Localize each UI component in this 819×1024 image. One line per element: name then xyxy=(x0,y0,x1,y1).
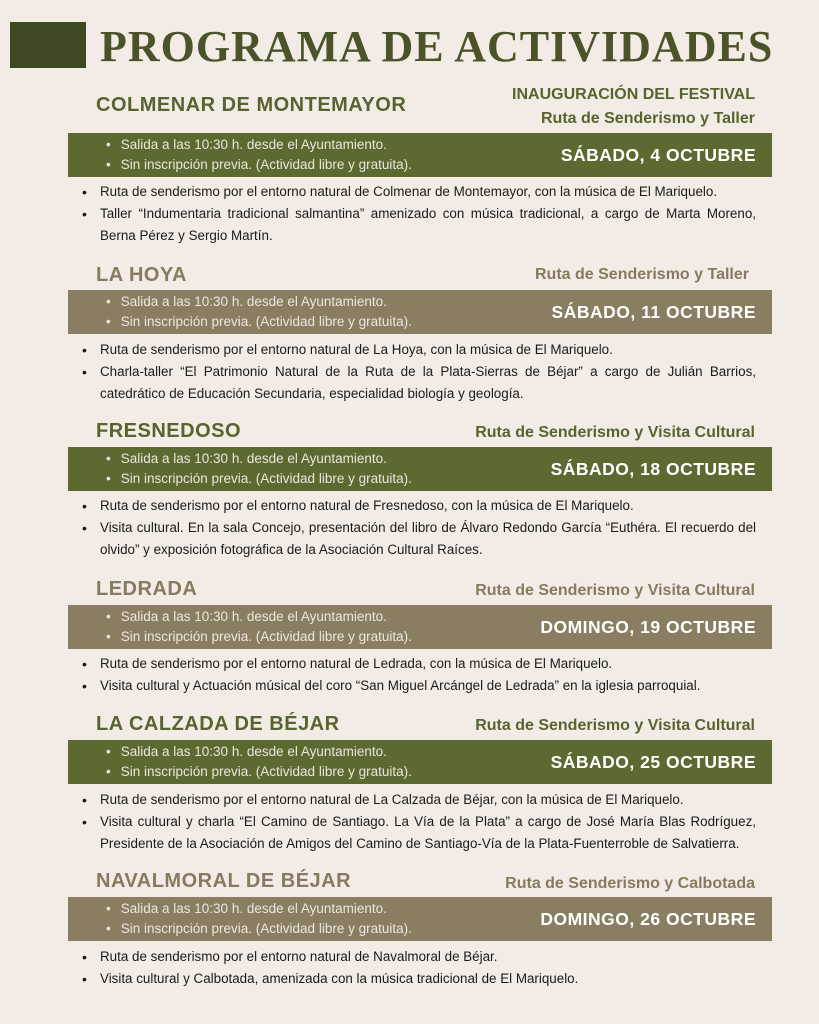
event-subtitle: Ruta de Senderismo y Taller xyxy=(535,266,749,283)
event-subtitle: Ruta de Senderismo y Calbotada xyxy=(505,875,755,892)
band-line-registration: • Sin inscripción previa. (Actividad libre y gratuita). xyxy=(124,312,412,332)
event-subtitle: Ruta de Senderismo y Taller xyxy=(541,110,755,127)
band-line-registration: • Sin inscripción previa. (Actividad libre y gratuita). xyxy=(124,627,412,647)
detail-item: • Ruta de senderismo por el entorno natural de Navalmoral de Béjar. xyxy=(80,946,756,968)
event-date: DOMINGO, 19 OCTUBRE xyxy=(540,617,756,637)
band-line-departure: • Salida a las 10:30 h. desde el Ayuntamiento. xyxy=(124,742,412,762)
event-band xyxy=(68,897,772,941)
event-band xyxy=(68,447,772,491)
town-name: COLMENAR DE MONTEMAYOR xyxy=(96,94,407,116)
event-date: SÁBADO, 11 OCTUBRE xyxy=(551,302,756,322)
band-line-registration: • Sin inscripción previa. (Actividad libre y gratuita). xyxy=(124,762,412,782)
event-details xyxy=(80,495,756,561)
title-decoration-block xyxy=(10,22,86,68)
event-subtitle: Ruta de Senderismo y Visita Cultural xyxy=(475,424,755,441)
detail-item: • Ruta de senderismo por el entorno natural de La Calzada de Béjar, con la música de El Mariquelo. xyxy=(80,789,756,811)
event-subtitle-top: INAUGURACIÓN DEL FESTIVAL xyxy=(512,86,755,103)
event-band xyxy=(68,740,772,784)
detail-item: • Ruta de senderismo por el entorno natural de La Hoya, con la música de El Mariquelo. xyxy=(80,339,756,361)
page-title: PROGRAMA DE ACTIVIDADES xyxy=(100,22,774,71)
event-date: SÁBADO, 25 OCTUBRE xyxy=(550,752,756,772)
band-line-departure: • Salida a las 10:30 h. desde el Ayuntamiento. xyxy=(124,449,412,469)
detail-item: • Visita cultural y charla “El Camino de Santiago. La Vía de la Plata” a cargo de José María Blas Rodríguez, Presidente de la Asociación de Amigos del Camino de Santiago-Vía de la Plata-Fuenterroble de Salvatierra. xyxy=(80,811,756,855)
band-line-departure: • Salida a las 10:30 h. desde el Ayuntamiento. xyxy=(124,135,412,155)
detail-item: • Visita cultural y Calbotada, amenizada con la música tradicional de El Mariquelo. xyxy=(80,968,756,990)
town-name: LEDRADA xyxy=(96,578,198,600)
town-name: LA CALZADA DE BÉJAR xyxy=(96,713,340,735)
event-details xyxy=(80,339,756,405)
detail-item: • Taller “Indumentaria tradicional salmantina” amenizado con música tradicional, a cargo de Marta Moreno, Berna Pérez y Sergio Martín. xyxy=(80,203,756,247)
event-details xyxy=(80,946,756,990)
band-line-registration: • Sin inscripción previa. (Actividad libre y gratuita). xyxy=(124,155,412,175)
event-subtitle: Ruta de Senderismo y Visita Cultural xyxy=(475,717,755,734)
band-line-departure: • Salida a las 10:30 h. desde el Ayuntamiento. xyxy=(124,607,412,627)
event-date: SÁBADO, 4 OCTUBRE xyxy=(560,145,756,165)
event-details xyxy=(80,789,756,855)
detail-item: • Ruta de senderismo por el entorno natural de Ledrada, con la música de El Mariquelo. xyxy=(80,653,756,675)
band-line-departure: • Salida a las 10:30 h. desde el Ayuntamiento. xyxy=(124,292,412,312)
detail-item: • Ruta de senderismo por el entorno natural de Colmenar de Montemayor, con la música de El Mariquelo. xyxy=(80,181,756,203)
detail-item: • Visita cultural y Actuación músical del coro “San Miguel Arcángel de Ledrada” en la iglesia parroquial. xyxy=(80,675,756,697)
detail-item: • Ruta de senderismo por el entorno natural de Fresnedoso, con la música de El Mariquelo. xyxy=(80,495,756,517)
band-line-departure: • Salida a las 10:30 h. desde el Ayuntamiento. xyxy=(124,899,412,919)
detail-item: • Visita cultural. En la sala Concejo, presentación del libro de Álvaro Redondo García “Euthéra. El recuerdo del olvido” y exposición fotográfica de la Asociación Cultural Raíces. xyxy=(80,517,756,561)
event-date: DOMINGO, 26 OCTUBRE xyxy=(540,909,756,929)
event-details xyxy=(80,181,756,247)
event-subtitle: Ruta de Senderismo y Visita Cultural xyxy=(475,582,755,599)
band-line-registration: • Sin inscripción previa. (Actividad libre y gratuita). xyxy=(124,919,412,939)
event-band xyxy=(68,290,772,334)
town-name: FRESNEDOSO xyxy=(96,420,242,442)
event-band xyxy=(68,133,772,177)
detail-item: • Charla-taller “El Patrimonio Natural de la Ruta de la Plata-Sierras de Béjar” a cargo de Julián Barrios, catedrático de Educación Secundaria, especialidad biología y geología. xyxy=(80,361,756,405)
event-band xyxy=(68,605,772,649)
town-name: NAVALMORAL DE BÉJAR xyxy=(96,870,352,892)
event-details xyxy=(80,653,756,697)
event-date: SÁBADO, 18 OCTUBRE xyxy=(550,459,756,479)
band-line-registration: • Sin inscripción previa. (Actividad libre y gratuita). xyxy=(124,469,412,489)
town-name: LA HOYA xyxy=(96,264,187,286)
